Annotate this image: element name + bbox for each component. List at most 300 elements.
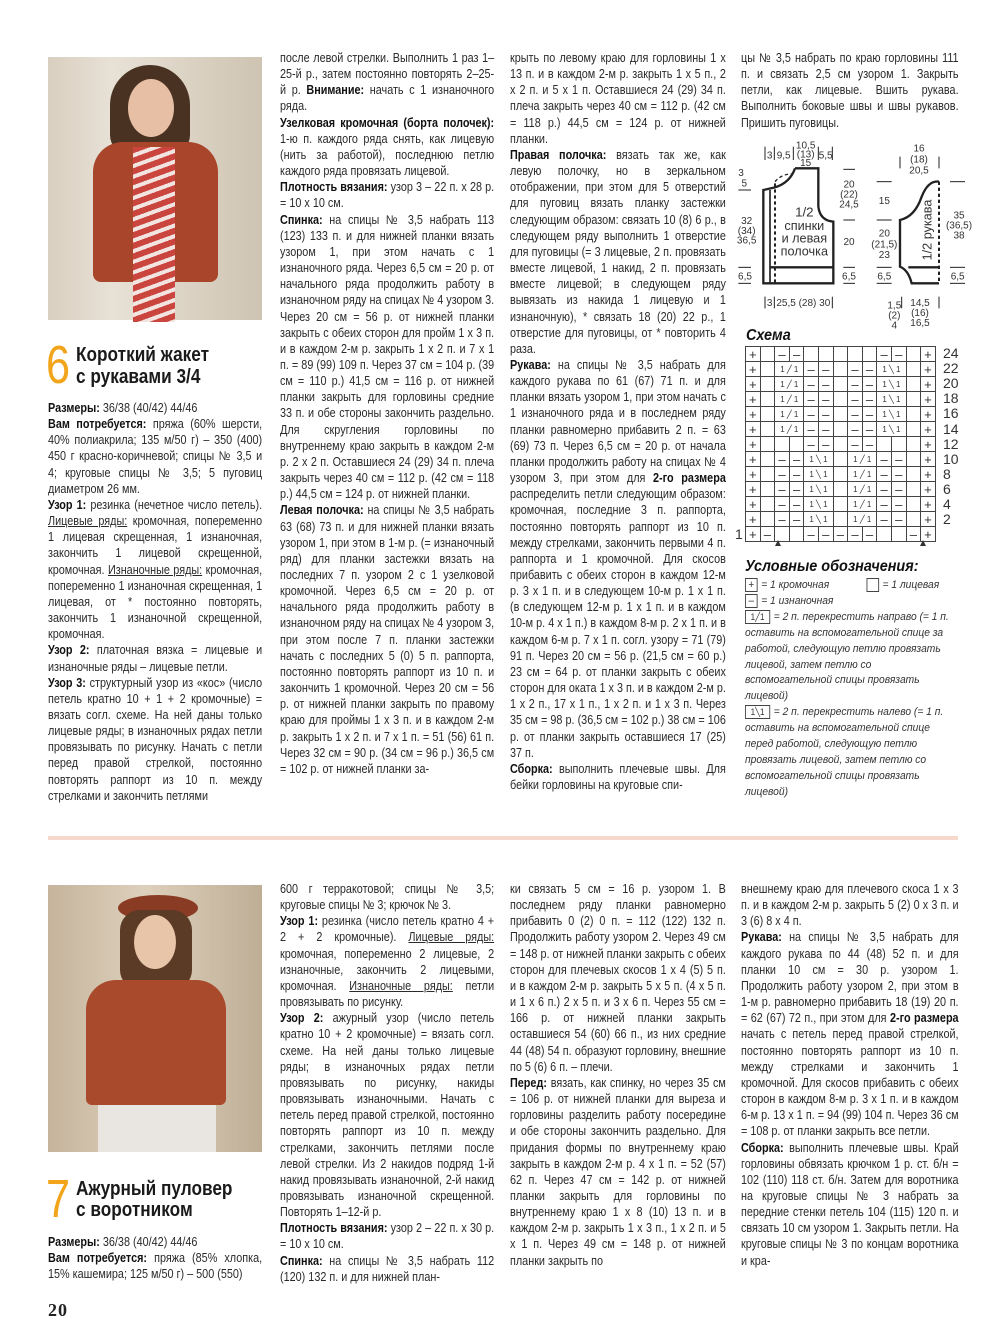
cross-left-cell: 1 ╲ 1 bbox=[877, 377, 906, 392]
purl-cell: – bbox=[877, 467, 892, 482]
purl-cell: – bbox=[848, 392, 863, 407]
project-title-line1: Короткий жакет bbox=[76, 343, 210, 366]
text: на спицы № 3,5 набрать для каждого рукава по 61 (67) 71 п. и для планки вязать узором 1, при этом начать с 1 изнаночного ряда и в последнем ряду планки равномерно прибавить 2 п. = 63 (69) 73 п. Через 6,5 см = 20 р. от начала планки продолжить работу на спицах № 4 узором 3, при этом для bbox=[510, 357, 726, 486]
dim-label: 6,5 bbox=[738, 271, 752, 283]
chart-row bbox=[746, 377, 936, 392]
cross-right-cell: 1 ╱ 1 bbox=[848, 482, 877, 497]
dim-label: 15 bbox=[878, 196, 890, 207]
legend-row bbox=[745, 594, 961, 610]
paragraph bbox=[280, 50, 494, 115]
knit-cell bbox=[906, 377, 921, 392]
bold-label: Рукава: bbox=[741, 930, 782, 945]
knit-cell bbox=[804, 347, 819, 362]
project-title-line1: Ажурный пуловер bbox=[76, 1177, 233, 1200]
chart-row-label: 18 bbox=[943, 390, 959, 407]
page-number: 20 bbox=[48, 1300, 68, 1320]
cross-right-cell: 1 ╱ 1 bbox=[775, 407, 804, 422]
photo-trousers bbox=[98, 1105, 216, 1152]
knit-cell bbox=[891, 527, 906, 542]
knit-cell bbox=[760, 497, 775, 512]
chart-row bbox=[746, 392, 936, 407]
text: вязать так же, как левую полочку, но в зеркальном отображении, при этом для 5 отверстий для пуговиц вязать планку застежки следующим образом: связать 10 (8) 6 р., в следующем ряду выполнить 1 отверстие для пуговицы (= 3 лицевые, 2 п. провязать вместе лицевой, 1 накид, 2 п. провязать вместе лицевой; в следующем ряду вывязать из накида 1 лицевую и 1 изнаночную), * связать 18 (20) 22 р., 1 отверстие для пуговицы, от * повторить 4 раза. bbox=[510, 147, 726, 356]
dim-label: 20 bbox=[878, 228, 890, 240]
knit-cell bbox=[906, 362, 921, 377]
paragraph bbox=[48, 642, 262, 674]
paragraph bbox=[510, 147, 726, 357]
section-divider bbox=[48, 836, 958, 840]
text: резинка (нечетное число петель). bbox=[86, 497, 263, 512]
dim-label: (16) bbox=[911, 308, 929, 319]
underlined-label: Изнаночные ряды: bbox=[349, 978, 453, 993]
paragraph bbox=[280, 913, 494, 1010]
chart-row bbox=[746, 497, 936, 512]
edge-stitch-cell: + bbox=[921, 467, 936, 482]
legend-text: = 1 изнаночная bbox=[761, 594, 834, 607]
bold-label: Левая полочка: bbox=[280, 503, 364, 518]
paragraph bbox=[48, 1250, 262, 1282]
edge-stitch-cell: + bbox=[921, 407, 936, 422]
purl-cell: – bbox=[775, 482, 790, 497]
text: кромочная, попеременно 1 лицевая скрещенная, 1 изнаночная, закончить 1 лицевой скрещенной, кромочная. bbox=[48, 514, 263, 577]
bold-label: Вам потребуется: bbox=[48, 1251, 148, 1266]
cross-right-cell: 1 ╱ 1 bbox=[775, 422, 804, 437]
knit-cell bbox=[760, 437, 775, 452]
bold-label: Сборка: bbox=[741, 1140, 784, 1155]
bold-label: 2-го размера bbox=[889, 1011, 959, 1026]
edge-stitch-cell: + bbox=[746, 377, 761, 392]
chart-row bbox=[746, 467, 936, 482]
edge-stitch-cell: + bbox=[921, 437, 936, 452]
knit-cell bbox=[760, 392, 775, 407]
purl-cell: – bbox=[760, 527, 775, 542]
cross-right-cell: 1 ╱ 1 bbox=[775, 377, 804, 392]
chart-row-label: 20 bbox=[943, 375, 959, 392]
knit-cell bbox=[862, 347, 877, 362]
legend-row bbox=[745, 705, 961, 800]
edge-stitch-cell: + bbox=[746, 437, 761, 452]
paragraph bbox=[510, 761, 726, 793]
text: ки связать 5 см = 16 р. узором 1. В последнем ряду планки равномерно прибавить 0 (2) 0 п. = 112 (122) 132 п. Продолжить работу узором 2. Через 49 см = 148 р. от нижней планки закрыть с обеих сторон для плечевых скосов 1 x 4 (5) 5 п. и в каждом 2-м р. закрыть 5 x 5 п. (4 x 5 п. и 1 x 6 п.) 2 x 5 п. и 3 x 6 п. Через 55 см = 166 р. от нижней планки закрыть оставшиеся 54 (60) 66 п., из них средние 44 (48) 54 п. образуют горловину, внешние по 5 (6) 6 п. – плечи. bbox=[510, 882, 726, 1074]
chart-row-label: 24 bbox=[943, 345, 959, 361]
text: пряжа (85% хлопка, 15% кашемира; 125 м/50 г) – 500 (550) bbox=[48, 1251, 263, 1282]
knit-cell bbox=[833, 377, 848, 392]
purl-cell: – bbox=[804, 422, 819, 437]
edge-stitch-symbol: + bbox=[745, 578, 758, 592]
bold-label: Спинка: bbox=[280, 212, 323, 227]
cross-left-cell: 1 ╲ 1 bbox=[804, 452, 833, 467]
purl-cell: – bbox=[891, 467, 906, 482]
paragraph bbox=[48, 1234, 262, 1250]
text: 1-ю п. каждого ряда снять, как лицевую (нить за работой), последнюю петлю каждого ряда провязать лицевой. bbox=[280, 131, 495, 179]
piece-label: спинки bbox=[784, 219, 825, 233]
knit-cell bbox=[833, 422, 848, 437]
knit-cell bbox=[833, 482, 848, 497]
chart-legend bbox=[745, 578, 961, 801]
edge-stitch-cell: + bbox=[746, 347, 761, 362]
project-title-line2: с воротником bbox=[76, 1198, 193, 1221]
text: после левой стрелки. Выполнить 1 раз 1–25-й р., затем постоянно повторять 2–25-й р. bbox=[280, 51, 495, 98]
text: на спицы № 3,5 набрать 63 (68) 73 п. и для нижней планки вязать узором 1, при этом в 1-м р. (= изнаночный ряд) для планки застежки вязать на последних 7 п. узором 2 с 1 узелковой кромочной. Через 6,5 см = 20 р. от начального ряда продолжить работу в изнаночном ряду на спицах № 4 узором 3, при этом после 7 п. планки застежки начать с последних 5 (0) 5 п. раппорта, постоянно повторять раппорт из 10 п. и закончить 1 кромочной. Через 20 см = 56 р. от нижней планки закрыть по правому краю для проймы 1 x 3 п. и в каждом 2-м р. закрыть 1 x 2 п. и 7 x 1 п. = 51 (56) 61 п. Через 32 см = 90 р. (34 см = 96 р.) 36,5 см = 102 р. от нижней планки за- bbox=[280, 503, 495, 776]
edge-stitch-cell: + bbox=[746, 452, 761, 467]
photo-sweater bbox=[86, 980, 226, 1105]
paragraph bbox=[510, 1075, 726, 1269]
cross-left-cell: 1 ╲ 1 bbox=[804, 467, 833, 482]
purl-cell: – bbox=[862, 392, 877, 407]
underlined-label: Лицевые ряды: bbox=[48, 514, 128, 529]
purl-cell: – bbox=[775, 497, 790, 512]
text-column bbox=[280, 50, 494, 805]
purl-cell: – bbox=[848, 362, 863, 377]
bold-label: Правая полочка: bbox=[510, 147, 607, 162]
edge-stitch-cell: + bbox=[921, 527, 936, 542]
dim-label: 15 bbox=[800, 158, 812, 169]
purl-cell: – bbox=[818, 527, 833, 542]
purl-cell: – bbox=[804, 362, 819, 377]
legend-text: = 1 кромочная bbox=[761, 579, 830, 592]
knit-cell bbox=[760, 452, 775, 467]
dim-label: 6,5 bbox=[877, 271, 892, 283]
purl-cell: – bbox=[891, 482, 906, 497]
model-photo-jacket bbox=[48, 57, 262, 320]
purl-cell: – bbox=[862, 377, 877, 392]
purl-cell: – bbox=[789, 347, 804, 362]
dim-label: (2) bbox=[888, 310, 901, 322]
text: внешнему краю для плечевого скоса 1 x 3 п. и в каждом 2-м р. закрыть 5 (2) 0 x 3 п. и 3 (6) 8 x 4 п. bbox=[741, 882, 959, 929]
text-column bbox=[510, 881, 726, 1286]
dim-label: 20 bbox=[843, 179, 855, 191]
paragraph bbox=[48, 400, 262, 416]
bold-label: Узор 1: bbox=[280, 914, 319, 929]
bold-label: Узор 2: bbox=[48, 643, 90, 658]
chart-row bbox=[746, 422, 936, 437]
dim-label: (22) bbox=[840, 189, 858, 201]
dim-label: 5,5 bbox=[818, 150, 833, 162]
knit-cell bbox=[789, 437, 804, 452]
purl-cell: – bbox=[862, 437, 877, 452]
bold-label: Узелковая кромочная (борта полочек): bbox=[280, 115, 495, 130]
paragraph bbox=[280, 502, 494, 777]
bold-label: Вам потребуется: bbox=[48, 417, 147, 432]
dim-label: 5 bbox=[741, 178, 748, 190]
paragraph bbox=[280, 179, 494, 211]
purl-cell: – bbox=[862, 422, 877, 437]
text: крыть по левому краю для горловины 1 x 13 п. и в каждом 2-м р. закрыть 1 x 5 п., 2 x 2 п. и 5 x 1 п. Оставшиеся 24 (29) 34 п. плеча закрыть через 40 см = 112 р. (42 см = 118 р.) 44,5 см = 124 р. от нижней планки. bbox=[510, 51, 726, 146]
chart-row-label: 4 bbox=[943, 496, 951, 512]
bold-label: Перед: bbox=[510, 1075, 547, 1090]
purl-cell: – bbox=[848, 527, 863, 542]
knit-cell bbox=[906, 452, 921, 467]
cross-right-cell: 1 ╱ 1 bbox=[848, 512, 877, 527]
project-title-line2: с рукавами 3/4 bbox=[76, 365, 201, 388]
text: начать с петель перед правой стрелкой, постоянно повторять раппорт из 10 п. между стрелками и закончить 1 кромочной. Для скосов прибавить с обеих сторон в каждом 8-м р. 3 x 1 п. и в каждом 6-м р. 13 x 1 п. = 94 (99) 104 п. Через 36 см = 108 р. от планки закрыть все петли. bbox=[741, 1027, 959, 1139]
cross-right-cell: 1 ╱ 1 bbox=[848, 497, 877, 512]
bold-label: Рукава: bbox=[510, 357, 551, 372]
text: выполнить плечевые швы. Край горловины обвязать крючком 1 р. ст. б/н = 102 (110) 118 ст. б/н. Затем для воротника на круговые спицы № 3 набрать за передние стенки петель 104 (115) 120 п. и связать 10 см узором 1. Закрыть петли. На круговые спицы № 3 по концам воротника и кра- bbox=[741, 1140, 959, 1268]
knit-cell bbox=[760, 362, 775, 377]
paragraph bbox=[280, 115, 494, 180]
dim-label: 32 bbox=[741, 216, 753, 227]
cross-right-cell: 1 ╱ 1 bbox=[775, 362, 804, 377]
edge-stitch-cell: + bbox=[921, 362, 936, 377]
purl-cell: – bbox=[833, 527, 848, 542]
dim-label: 3 bbox=[766, 150, 773, 162]
knit-cell bbox=[906, 392, 921, 407]
purl-cell: – bbox=[775, 467, 790, 482]
piece-label: 1/2 bbox=[795, 204, 814, 220]
purl-cell: – bbox=[818, 377, 833, 392]
edge-stitch-cell: + bbox=[746, 482, 761, 497]
text: резинка (число петель кратно 4 + 2 + 2 кромочные). bbox=[280, 914, 495, 945]
edge-stitch-cell: + bbox=[746, 467, 761, 482]
legend-title: Условные обозначения: bbox=[745, 558, 919, 575]
purl-cell: – bbox=[877, 497, 892, 512]
text: цы № 3,5 набрать по краю горловины 111 п. и связать 2,5 см узором 1. Закрыть петли, как лицевые. Вшить рукава. Выполнить боковые швы и швы рукавов. Пришить пуговицы. bbox=[741, 51, 959, 130]
purl-cell: – bbox=[789, 482, 804, 497]
dim-label: 20,5 bbox=[909, 165, 929, 177]
text: кромочная, попеременно 2 лицевые, 2 изнаночные, закончить 2 лицевыми, кромочная. bbox=[280, 946, 495, 993]
knit-cell bbox=[877, 437, 892, 452]
paragraph bbox=[510, 881, 726, 1075]
knit-cell bbox=[833, 362, 848, 377]
knit-cell bbox=[833, 392, 848, 407]
text: выполнить плечевые швы. Для бейки горловины на круговые спи- bbox=[510, 761, 726, 793]
knit-cell bbox=[906, 347, 921, 362]
bold-label: Плотность вязания: bbox=[280, 1221, 388, 1236]
purl-cell: – bbox=[848, 437, 863, 452]
cross-left-cell: 1 ╲ 1 bbox=[877, 392, 906, 407]
paragraph bbox=[48, 416, 262, 497]
stitch-chart bbox=[745, 346, 936, 542]
purl-cell: – bbox=[775, 452, 790, 467]
knit-cell bbox=[906, 437, 921, 452]
text: вязать, как спинку, но через 35 см = 106 р. от нижней планки для выреза и горловины разделить работу посередине и обе стороны закончить раздельно. Для придания формы по внутреннему краю закрыть в каждом 2-м р. 4 x 1 п. = 52 (57) 62 п. Через 47 см = 142 р. от нижней планки закрыть для горловины по внутреннему краю 1 x 8 (10) 13 п. и в каждом 2-м р. закрыть 1 x 3 п., 1 x 2 п. и 5 x 1 п. Через 49 см = 148 р. от нижней планки закрыть по bbox=[510, 1075, 726, 1268]
text: ажурный узор (число петель кратно 10 + 2 кромочные) = вязать согл. схеме. На ней даны только лицевые ряды; в изнаночных рядах петли провязывать по рисунку, накиды провязывать изнаночными. Начать с петель перед правой стрелкой, постоянно повторять раппорт из 10 п. между стрелками, закончить петлями после левой стрелки. Из 2 накидов подряд 1-й накид провязывать изнаночной, 2-й накид провязывать изнаночной скрещенной. Повторять 1–12-й р. bbox=[280, 1011, 495, 1220]
knit-cell bbox=[906, 467, 921, 482]
edge-stitch-cell: + bbox=[746, 392, 761, 407]
knit-cell bbox=[760, 467, 775, 482]
purl-cell: – bbox=[862, 362, 877, 377]
dim-label: (34) bbox=[737, 226, 756, 237]
text: структурный узор из «кос» (число петель кратно 10 + 1 + 2 кромочные) = вязать согл. схеме. На ней даны только лицевые ряды; в изнаночных рядах петли провязывать по рисунку. Начать с петли перед правой стрелкой, постоянно повторять раппорт из 10 п. между стрелками и закончить петлями bbox=[48, 675, 263, 803]
purl-cell: – bbox=[891, 512, 906, 527]
purl-cell: – bbox=[891, 497, 906, 512]
chart-row bbox=[746, 452, 936, 467]
text: петли провязывать по рисунку. bbox=[280, 978, 495, 1010]
purl-cell: – bbox=[804, 377, 819, 392]
paragraph bbox=[48, 675, 262, 804]
bold-label: Узор 2: bbox=[280, 1011, 324, 1026]
edge-stitch-cell: + bbox=[921, 482, 936, 497]
chart-row-label: 2 bbox=[943, 511, 951, 528]
knit-cell bbox=[760, 482, 775, 497]
cross-left-cell: 1 ╲ 1 bbox=[877, 407, 906, 422]
purl-cell: – bbox=[775, 512, 790, 527]
cross-right-cell: 1 ╱ 1 bbox=[848, 467, 877, 482]
knit-cell bbox=[833, 407, 848, 422]
chart-row-label: 10 bbox=[943, 450, 959, 467]
paragraph bbox=[48, 497, 262, 642]
knit-cell bbox=[760, 407, 775, 422]
purl-cell: – bbox=[862, 407, 877, 422]
paragraph bbox=[510, 357, 726, 761]
photo-model-face bbox=[134, 915, 176, 969]
knit-cell bbox=[877, 527, 892, 542]
dim-label: 16,5 bbox=[910, 318, 930, 329]
chart-row-label: 14 bbox=[943, 420, 959, 437]
piece-label: полочка bbox=[780, 244, 829, 259]
text: узор 3 – 22 п. x 28 р. = 10 x 10 см. bbox=[280, 180, 495, 211]
text: начать с 1 изнаночного ряда. bbox=[280, 83, 495, 114]
underlined-label: Изнаночные ряды: bbox=[107, 562, 203, 577]
paragraph bbox=[741, 929, 959, 1139]
text-column bbox=[741, 881, 959, 1286]
purl-cell: – bbox=[789, 467, 804, 482]
paragraph bbox=[741, 1140, 959, 1269]
project-number: 7 bbox=[46, 1169, 71, 1229]
paragraph bbox=[280, 1253, 494, 1285]
text: кромочная, попеременно 1 изнаночная скрещенная, 1 лицевая, от * постоянно повторять, закончить 1 изнаночной скрещенной, кромочная. bbox=[48, 562, 263, 642]
chart-row bbox=[746, 482, 936, 497]
purl-cell: – bbox=[818, 422, 833, 437]
purl-cell: – bbox=[891, 452, 906, 467]
chart-row-label: 12 bbox=[943, 435, 959, 452]
bold-label: Плотность вязания: bbox=[280, 180, 388, 195]
bold-label: Сборка: bbox=[510, 761, 553, 776]
purl-cell: – bbox=[804, 392, 819, 407]
purl-cell: – bbox=[775, 347, 790, 362]
text: узор 2 – 22 п. x 30 р. = 10 x 10 см. bbox=[280, 1221, 495, 1252]
dim-label: (18) bbox=[910, 154, 928, 166]
dim-label: (21,5) bbox=[871, 239, 898, 251]
dim-label: 20 bbox=[843, 237, 855, 248]
chart-row bbox=[746, 437, 936, 452]
purl-cell: – bbox=[877, 347, 892, 362]
chart-row-label: 6 bbox=[943, 480, 951, 497]
knit-cell bbox=[833, 512, 848, 527]
paragraph bbox=[741, 881, 959, 929]
cross-right-cell: 1 ╱ 1 bbox=[848, 452, 877, 467]
dim-label: 4 bbox=[891, 320, 898, 332]
edge-stitch-cell: + bbox=[921, 377, 936, 392]
purl-cell: – bbox=[877, 512, 892, 527]
dim-label: 1,5 bbox=[887, 300, 902, 312]
chart-title: Схема bbox=[746, 327, 791, 344]
bold-label: Узор 1: bbox=[48, 497, 87, 512]
text: 36/38 (40/42) 44/46 bbox=[99, 401, 198, 415]
chart-row-label: 16 bbox=[943, 405, 959, 422]
piece-label: 1/2 рукава bbox=[920, 199, 935, 261]
legend-text: = 2 п. перекрестить налево (= 1 п. оставить на вспомогательной спице перед работой, следующую петлю провязать лицевой, затем петлю со вспомогательной спицы провязать лицевой) bbox=[745, 706, 944, 798]
knit-cell bbox=[833, 497, 848, 512]
knit-cell bbox=[760, 512, 775, 527]
edge-stitch-cell: + bbox=[746, 422, 761, 437]
knit-cell bbox=[848, 347, 863, 362]
dim-label: 23 bbox=[878, 250, 890, 261]
edge-stitch-cell: + bbox=[921, 347, 936, 362]
cross-left-cell: 1 ╲ 1 bbox=[877, 422, 906, 437]
garment-schematic bbox=[735, 50, 973, 332]
knit-cell bbox=[891, 437, 906, 452]
chart-row bbox=[746, 362, 936, 377]
text: на спицы № 3,5 набрать для каждого рукава по 44 (48) 52 п. и для планки 10 см = 30 р. узором 1. Продолжить работу узором 2, при этом в 1-м р. равномерно прибавить 18 (19) 20 п. = 62 (67) 72 п., при этом для bbox=[741, 930, 959, 1026]
paragraph bbox=[510, 50, 726, 147]
chart-row-label: 8 bbox=[943, 465, 951, 482]
edge-stitch-cell: + bbox=[746, 407, 761, 422]
piece-label: и левая bbox=[781, 231, 828, 246]
edge-stitch-cell: + bbox=[746, 527, 761, 542]
dim-label: 3 bbox=[738, 168, 744, 179]
project-number: 6 bbox=[46, 335, 71, 395]
knit-cell bbox=[906, 482, 921, 497]
purl-cell: – bbox=[818, 392, 833, 407]
paragraph bbox=[280, 881, 494, 913]
purl-cell: – bbox=[848, 407, 863, 422]
knit-cell bbox=[833, 347, 848, 362]
edge-stitch-cell: + bbox=[921, 392, 936, 407]
knit-cell bbox=[906, 422, 921, 437]
cross-right-symbol: 1╱1 bbox=[745, 610, 770, 624]
cross-left-cell: 1 ╲ 1 bbox=[804, 512, 833, 527]
knit-cell bbox=[833, 437, 848, 452]
purl-cell: – bbox=[862, 527, 877, 542]
purl-cell: – bbox=[877, 482, 892, 497]
knit-cell bbox=[760, 377, 775, 392]
dim-label: 35 bbox=[953, 210, 965, 222]
chart-arrow bbox=[775, 540, 781, 546]
bold-label: 2-го размера bbox=[653, 471, 726, 486]
model-photo-pullover bbox=[48, 885, 262, 1152]
purl-cell: – bbox=[804, 527, 819, 542]
knit-cell bbox=[789, 527, 804, 542]
chart-row bbox=[746, 347, 936, 362]
knit-cell bbox=[906, 407, 921, 422]
knit-cell bbox=[775, 437, 790, 452]
dim-label: (36,5) bbox=[945, 220, 973, 232]
purl-cell: – bbox=[804, 407, 819, 422]
dim-label: 9,5 bbox=[776, 150, 791, 162]
knit-cell bbox=[760, 422, 775, 437]
text: на спицы № 3,5 набрать 112 (120) 132 п. и для нижней план- bbox=[280, 1253, 495, 1284]
chart-arrow bbox=[920, 540, 926, 546]
text-column bbox=[280, 881, 494, 1286]
text-column bbox=[510, 50, 726, 805]
text: платочная вязка = лицевые и изнаночные ряды – лицевые петли. bbox=[48, 643, 263, 674]
dim-label: 3 bbox=[766, 298, 773, 309]
photo-dress bbox=[133, 147, 175, 322]
bold-label: Узор 3: bbox=[48, 675, 86, 690]
cross-left-cell: 1 ╲ 1 bbox=[804, 482, 833, 497]
knit-cell bbox=[760, 347, 775, 362]
purl-cell: – bbox=[848, 377, 863, 392]
knit-stitch-symbol bbox=[866, 578, 879, 592]
bold-label: Размеры: bbox=[48, 401, 100, 415]
legend-row bbox=[745, 578, 961, 594]
text: пряжа (60% шерсти, 40% полиакрила; 135 м/50 г) – 350 (400) 450 г красно-коричневой; спицы № 3,5 и 4; круговые спицы № 3,5; 5 пуговиц диаметром 26 мм. bbox=[48, 417, 263, 496]
chart-row bbox=[746, 527, 936, 542]
edge-stitch-cell: + bbox=[746, 362, 761, 377]
knit-cell bbox=[906, 512, 921, 527]
dim-label: 24,5 bbox=[839, 199, 859, 211]
knit-cell bbox=[833, 467, 848, 482]
bold-label: Размеры: bbox=[48, 1235, 100, 1249]
text: на спицы № 3,5 набрать 113 (123) 133 п. и для нижней планки вязать узором 1, при этом начать с 1 изнаночного ряда. Через 6,5 см = 20 р. от начального ряда продолжить работу в изнаночном ряду на спицах № 4 узором 3. Через 20 см = 56 р. от нижней планки закрыть с обеих сторон для пройм 1 x 3 п. и в каждом 2-м р. закрыть 1 x 2 п. и 7 x 1 п. = 89 (99) 109 п. Через 37 см = 104 р. (39 см = 110 р.) 41,5 см = 116 р. от нижней планки закрыть для горловины средние 33 п. и обе стороны закончить раздельно. Для скругления горловины по внутреннему краю закрыть в каждом 2-м р. 2 x 2 п. Оставшиеся 24 (29) 34 п. плеча закрыть через 40 см = 112 р. (42 см = 118 р.) 44,5 см = 124 р. от нижней планки. bbox=[280, 212, 495, 502]
dim-label: 25,5 (28) 30 bbox=[776, 298, 831, 309]
paragraph bbox=[280, 1010, 494, 1220]
purl-cell: – bbox=[804, 437, 819, 452]
dim-label: (13) bbox=[796, 149, 815, 161]
cross-left-cell: 1 ╲ 1 bbox=[877, 362, 906, 377]
text: распределить петли следующим образом: кромочная, последние 3 п. раппорта, постоянно повторять раппорт из 10 п. между стрелками, закончить первыми 4 п. раппорта и 1 кромочной. Для скосов прибавить с обеих сторон в каждом 12-м р. 3 x 1 п. и в следующем 10-м р. 1 x 1 п. (в следующем 12-м р. 1 x 1 п. и в каждом 10-м р. 4 x 1 п.) в каждом 8-м р. 2 x 1 п. и в каждом 6-м р. 7 x 1 п. согл. узору = 71 (79) 91 п. Через 20 см = 56 р. (21,5 см = 60 р.) 23 см = 64 р. от планки закрыть с обеих сторон для оката 1 x 3 п. и в каждом 2-м р. 1 x 2 п., 17 x 1 п., 1 x 2 п. и 1 x 3 п. Через 35 см = 98 р. (36,5 см = 102 р.) 38 см = 106 р. от планки закрыть оставшиеся 17 (25) 37 п. bbox=[510, 487, 726, 760]
